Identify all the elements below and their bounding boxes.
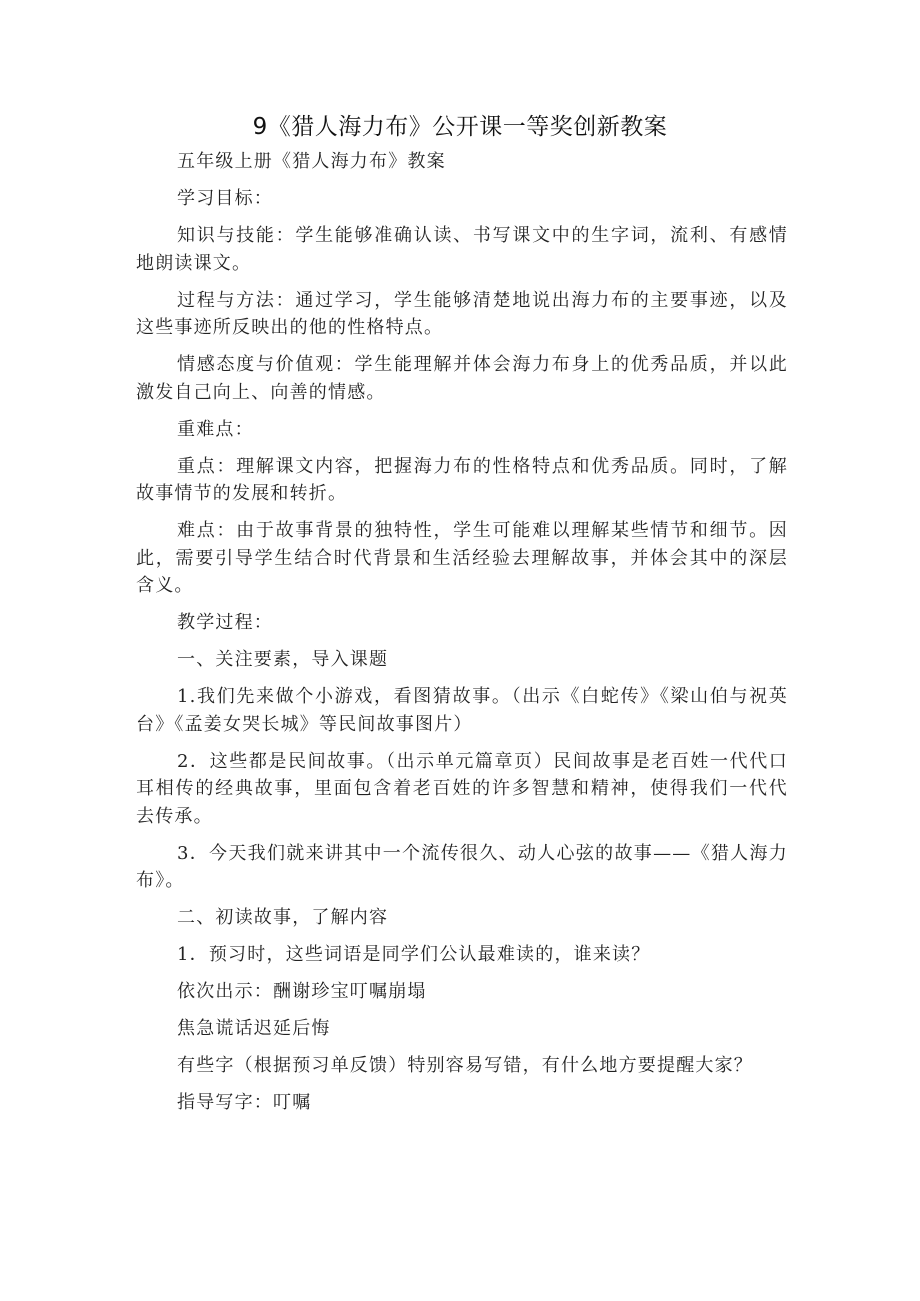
- paragraph-emotional-values: 情感态度与价值观：学生能理解并体会海力布身上的优秀品质，并以此激发自己向上、向善的情感。: [136, 354, 788, 403]
- paragraph-grade-lesson: 五年级上册《猎人海力布》教案: [177, 151, 446, 172]
- document-body: [136, 148, 788, 1126]
- paragraph-section-one: 一、关注要素，导入课题: [177, 649, 389, 670]
- paragraph-words-row-2: 焦急谎话迟延后悔: [177, 1018, 331, 1039]
- paragraph-writing-reminder: 有些字（根据预习单反馈）特别容易写错，有什么地方要提醒大家？: [177, 1055, 753, 1076]
- paragraph-objectives-heading: 学习目标：: [177, 188, 273, 209]
- paragraph-key-point: 重点：理解课文内容，把握海力布的性格特点和优秀品质。同时，了解故事情节的发展和转折。: [136, 455, 788, 504]
- document-title: 9《猎人海力布》公开课一等奖创新教案: [252, 114, 668, 140]
- paragraph-key-points-heading: 重难点：: [177, 418, 254, 440]
- paragraph-knowledge-skills: 知识与技能：学生能够准确认读、书写课文中的生字词，流利、有感情地朗读课文。: [136, 225, 788, 274]
- paragraph-writing-guidance: 指导写字：叮嘱: [177, 1092, 312, 1113]
- paragraph-step-3: 3．今天我们就来讲其中一个流传很久、动人心弦的故事——《猎人海力布》。: [136, 842, 788, 891]
- paragraph-preview-words: 1．预习时，这些词语是同学们公认最难读的，谁来读？: [177, 944, 651, 965]
- paragraph-process-heading: 教学过程：: [177, 612, 273, 633]
- paragraph-step-2: 2．这些都是民间故事。（出示单元篇章页）民间故事是老百姓一代代口耳相传的经典故事，里面包含着老百姓的许多智慧和精神，使得我们一代代去传承。: [136, 750, 788, 827]
- paragraph-section-two: 二、初读故事，了解内容: [177, 907, 389, 928]
- paragraph-step-1: 1.我们先来做个小游戏，看图猜故事。（出示《白蛇传》《梁山伯与祝英台》《孟姜女哭长城》等民间故事图片）: [136, 686, 788, 735]
- paragraph-words-row-1: 依次出示：酬谢珍宝叮嘱崩塌: [177, 981, 427, 1002]
- paragraph-difficulty: 难点：由于故事背景的独特性，学生可能难以理解某些情节和细节。因此，需要引导学生结合时代背景和生活经验去理解故事，并体会其中的深层含义。: [136, 520, 788, 596]
- paragraph-process-methods: 过程与方法：通过学习，学生能够清楚地说出海力布的主要事迹，以及这些事迹所反映出的他的性格特点。: [136, 289, 788, 338]
